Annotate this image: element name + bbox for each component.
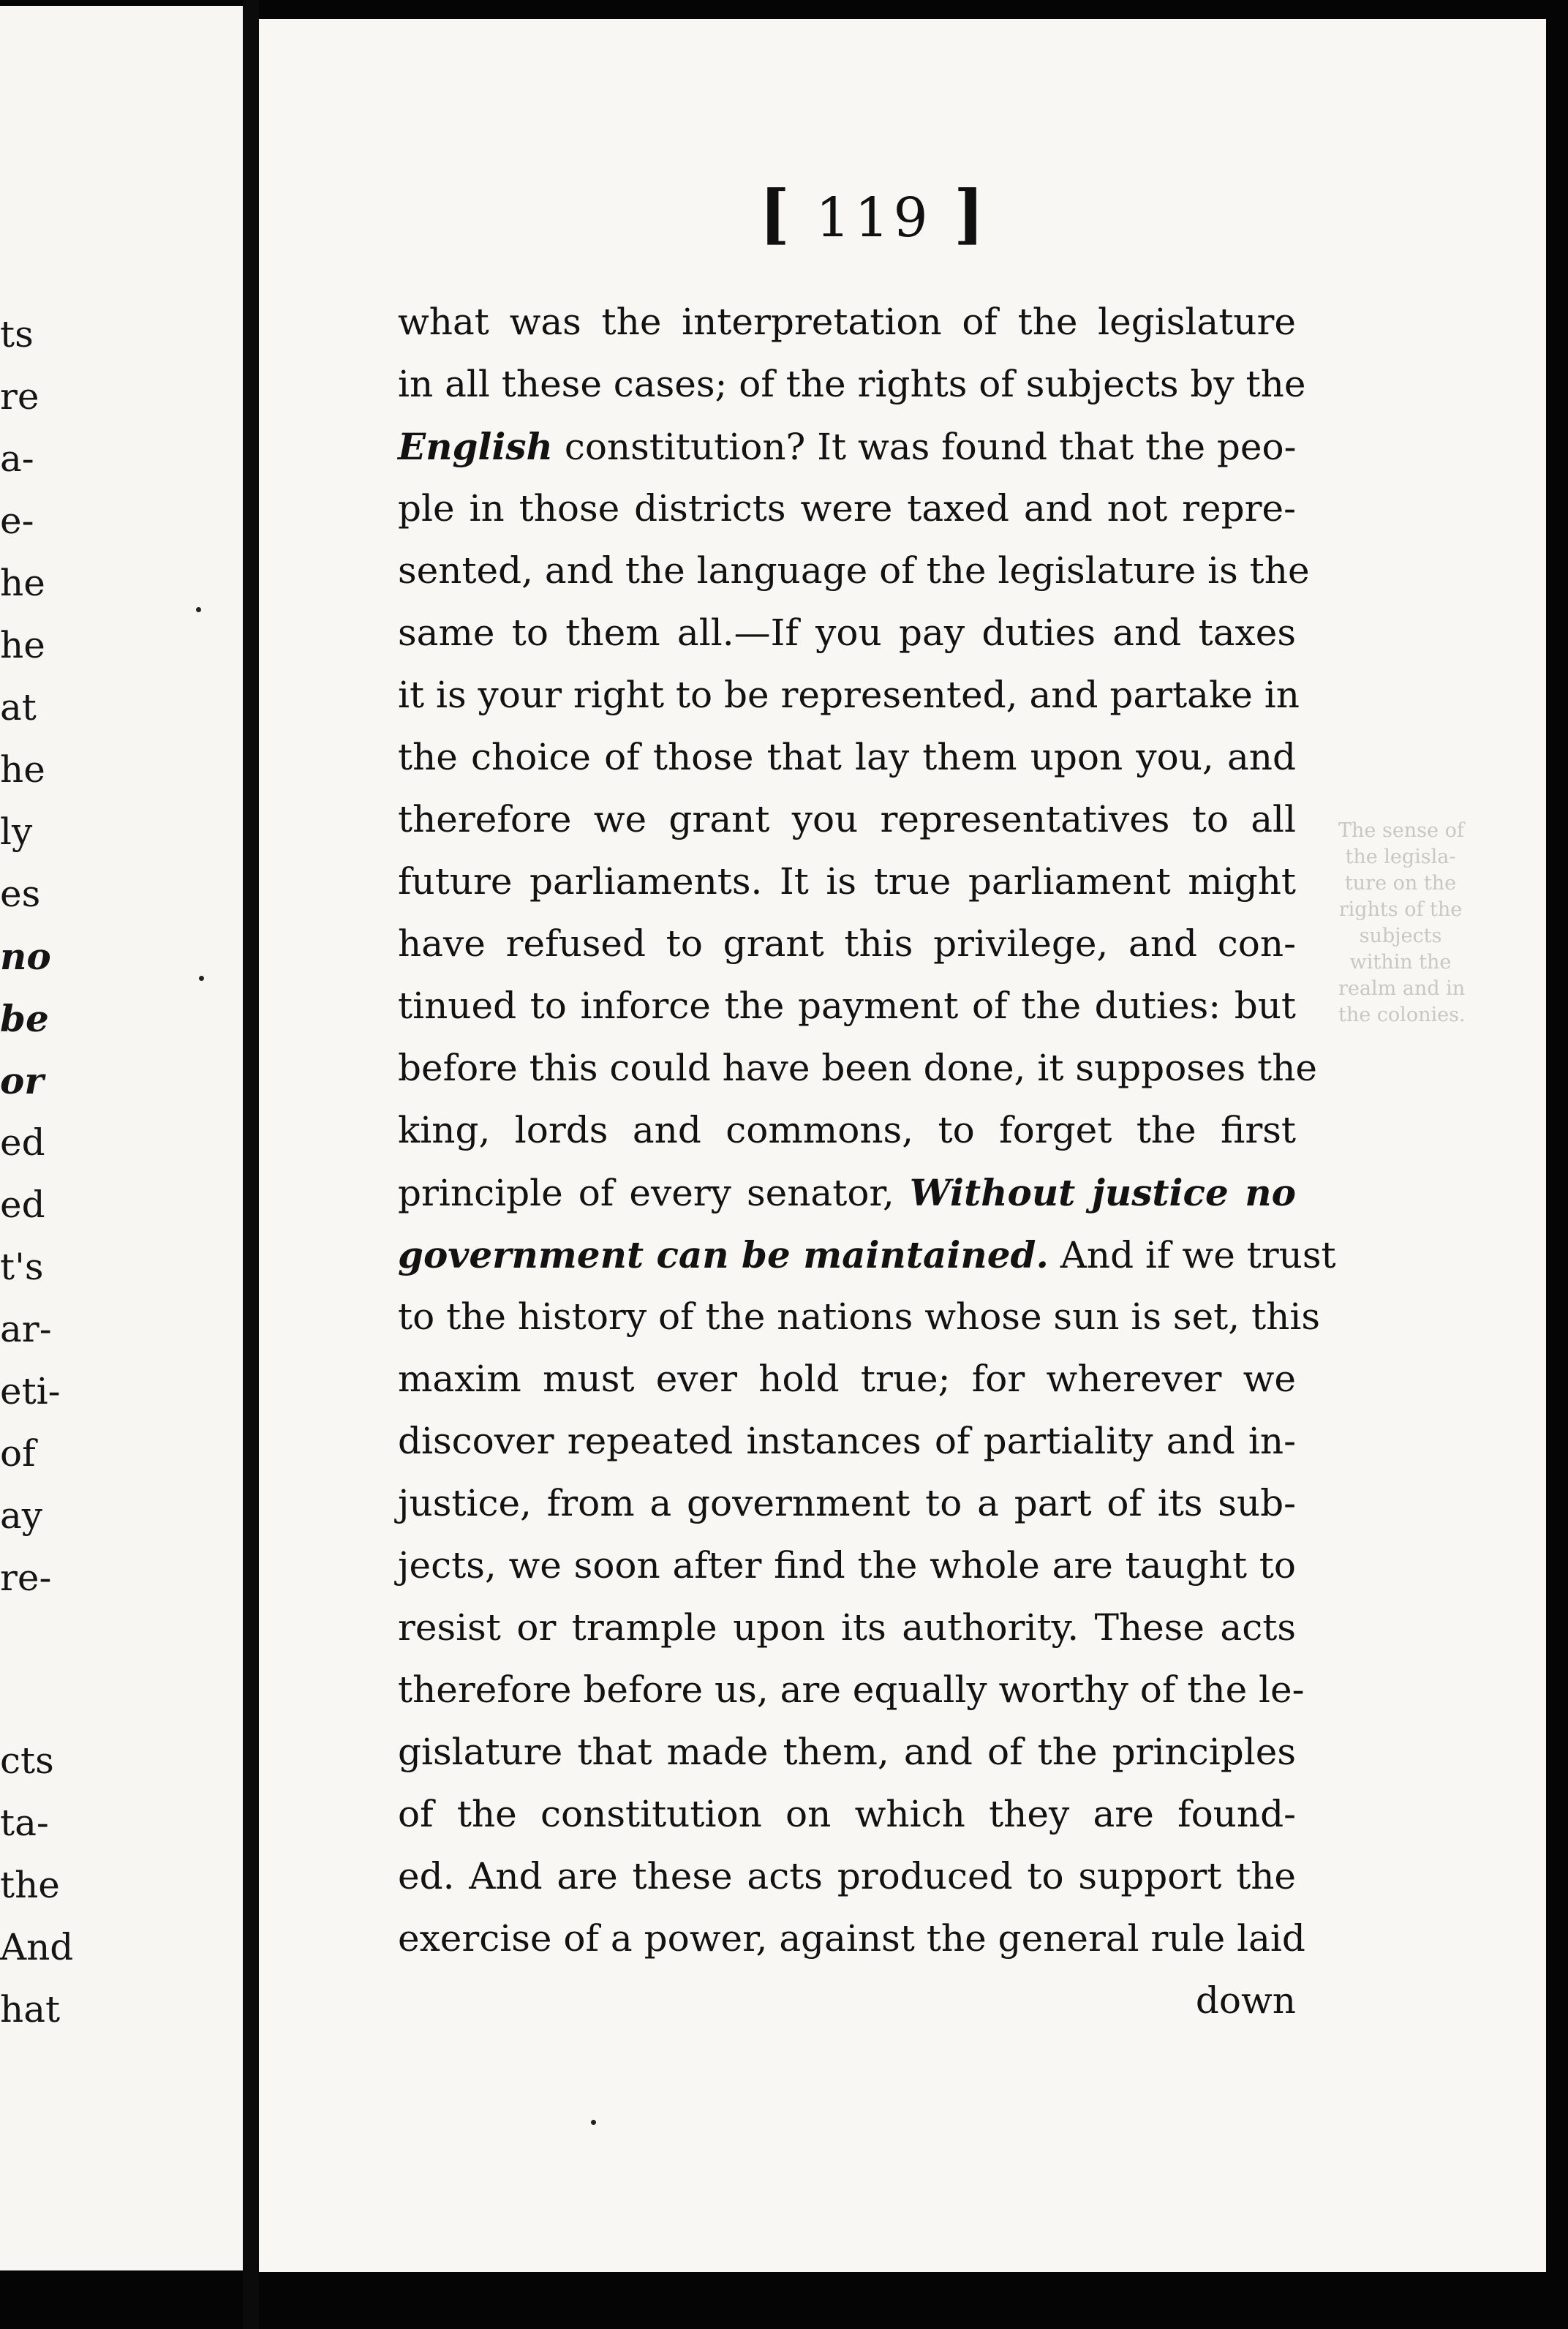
facing-line-fragment: re- bbox=[0, 1557, 52, 1599]
text-line: sented, and the language of the legislature is the bbox=[398, 549, 1310, 592]
facing-line-fragment: or bbox=[0, 1059, 44, 1102]
text-line: have refused to grant this privilege, and con- bbox=[398, 922, 1296, 965]
margin-note-line: within the bbox=[1349, 951, 1452, 974]
facing-line-fragment: re bbox=[0, 375, 39, 418]
text-line: tinued to inforce the payment of the duties: but bbox=[398, 985, 1296, 1027]
page-number-open-bracket: [ bbox=[759, 176, 794, 252]
margin-note-line: The sense of bbox=[1338, 819, 1464, 842]
margin-note-line: rights of the bbox=[1338, 898, 1463, 921]
facing-line-fragment: he bbox=[0, 624, 45, 666]
facing-line-fragment: ar- bbox=[0, 1308, 52, 1350]
text-line bbox=[398, 1224, 1336, 1286]
text-line: jects, we soon after find the whole are taught to bbox=[398, 1544, 1296, 1587]
ink-speck bbox=[199, 976, 204, 981]
margin-note-line: subjects bbox=[1359, 925, 1442, 947]
text-line: of the constitution on which they are found- bbox=[398, 1793, 1296, 1835]
facing-line-fragment: a- bbox=[0, 437, 34, 480]
facing-line-fragment: he bbox=[0, 562, 45, 604]
text-line: ple in those districts were taxed and not repre- bbox=[398, 487, 1296, 530]
facing-line-fragment: he bbox=[0, 748, 45, 791]
facing-page-left bbox=[0, 6, 243, 2270]
ink-speck bbox=[196, 607, 201, 612]
body-text bbox=[398, 291, 1336, 2032]
italic-word: English bbox=[398, 425, 553, 468]
page-number bbox=[750, 176, 998, 252]
facing-line-fragment: eti- bbox=[0, 1370, 61, 1412]
text-line: therefore we grant you representatives to all bbox=[398, 798, 1296, 840]
text-line: ed. And are these acts produced to support the bbox=[398, 1855, 1296, 1897]
facing-line-fragment: e- bbox=[0, 500, 34, 542]
marginal-note-showthrough bbox=[1338, 818, 1466, 1028]
facing-line-fragment: of bbox=[0, 1432, 36, 1475]
page-number-close-bracket: ] bbox=[954, 176, 989, 252]
facing-line-fragment: ly bbox=[0, 810, 33, 853]
text-line: justice, from a government to a part of its sub- bbox=[398, 1482, 1296, 1524]
facing-line-fragment: hat bbox=[0, 1988, 61, 2031]
text-line: discover repeated instances of partiality and in- bbox=[398, 1420, 1296, 1462]
text-line bbox=[398, 415, 1296, 478]
text-segment: constitution? It was found that the peo- bbox=[552, 426, 1297, 468]
facing-line-fragment: ts bbox=[0, 313, 34, 355]
facing-line-fragment: the bbox=[0, 1864, 60, 1906]
italic-phrase: Without justice no bbox=[909, 1171, 1297, 1214]
text-line: gislature that made them, and of the principles bbox=[398, 1731, 1296, 1773]
ink-speck bbox=[591, 2120, 596, 2125]
facing-line-fragment: ta- bbox=[0, 1802, 49, 1844]
margin-note-line: the colonies. bbox=[1338, 1004, 1466, 1026]
facing-line-fragment: t's bbox=[0, 1246, 44, 1288]
text-line: resist or trample upon its authority. These acts bbox=[398, 1606, 1296, 1649]
facing-line-fragment: no bbox=[0, 935, 51, 978]
text-line: same to them all.—If you pay duties and taxes bbox=[398, 612, 1296, 654]
italic-phrase: government can be maintained. bbox=[398, 1233, 1049, 1276]
book-gutter bbox=[243, 0, 259, 2329]
page-number-value: 119 bbox=[815, 187, 932, 249]
text-line: therefore before us, are equally worthy of the le- bbox=[398, 1668, 1305, 1711]
facing-line-fragment: es bbox=[0, 873, 41, 915]
margin-note-line: ture on the bbox=[1344, 872, 1457, 895]
facing-line-fragment: at bbox=[0, 686, 37, 729]
text-line bbox=[398, 1162, 1296, 1224]
margin-note-line: the legisla- bbox=[1345, 846, 1456, 868]
facing-line-fragment: And bbox=[0, 1926, 74, 1968]
facing-line-fragment: ed bbox=[0, 1184, 45, 1226]
text-line: before this could have been done, it supposes the bbox=[398, 1047, 1317, 1089]
text-segment: principle of every senator, bbox=[398, 1172, 910, 1214]
text-line: exercise of a power, against the general rule laid bbox=[398, 1917, 1305, 1960]
text-line: it is your right to be represented, and partake in bbox=[398, 674, 1300, 716]
text-segment: And if we trust bbox=[1048, 1234, 1336, 1276]
facing-line-fragment: ed bbox=[0, 1121, 45, 1164]
catchword: down bbox=[1195, 1979, 1296, 2022]
text-line: maxim must ever hold true; for wherever we bbox=[398, 1358, 1296, 1400]
facing-line-fragment: be bbox=[0, 997, 49, 1040]
text-line: to the history of the nations whose sun is set, this bbox=[398, 1295, 1321, 1338]
margin-note-line: realm and in bbox=[1338, 977, 1466, 1000]
facing-line-fragment: ay bbox=[0, 1494, 43, 1537]
facing-line-fragment: cts bbox=[0, 1739, 54, 1782]
text-line: future parliaments. It is true parliament might bbox=[398, 860, 1296, 903]
text-line: the choice of those that lay them upon you, and bbox=[398, 736, 1296, 778]
text-line: in all these cases; of the rights of subjects by the bbox=[398, 363, 1306, 405]
text-line: what was the interpretation of the legislature bbox=[398, 301, 1296, 343]
text-line: king, lords and commons, to forget the first bbox=[398, 1109, 1296, 1151]
